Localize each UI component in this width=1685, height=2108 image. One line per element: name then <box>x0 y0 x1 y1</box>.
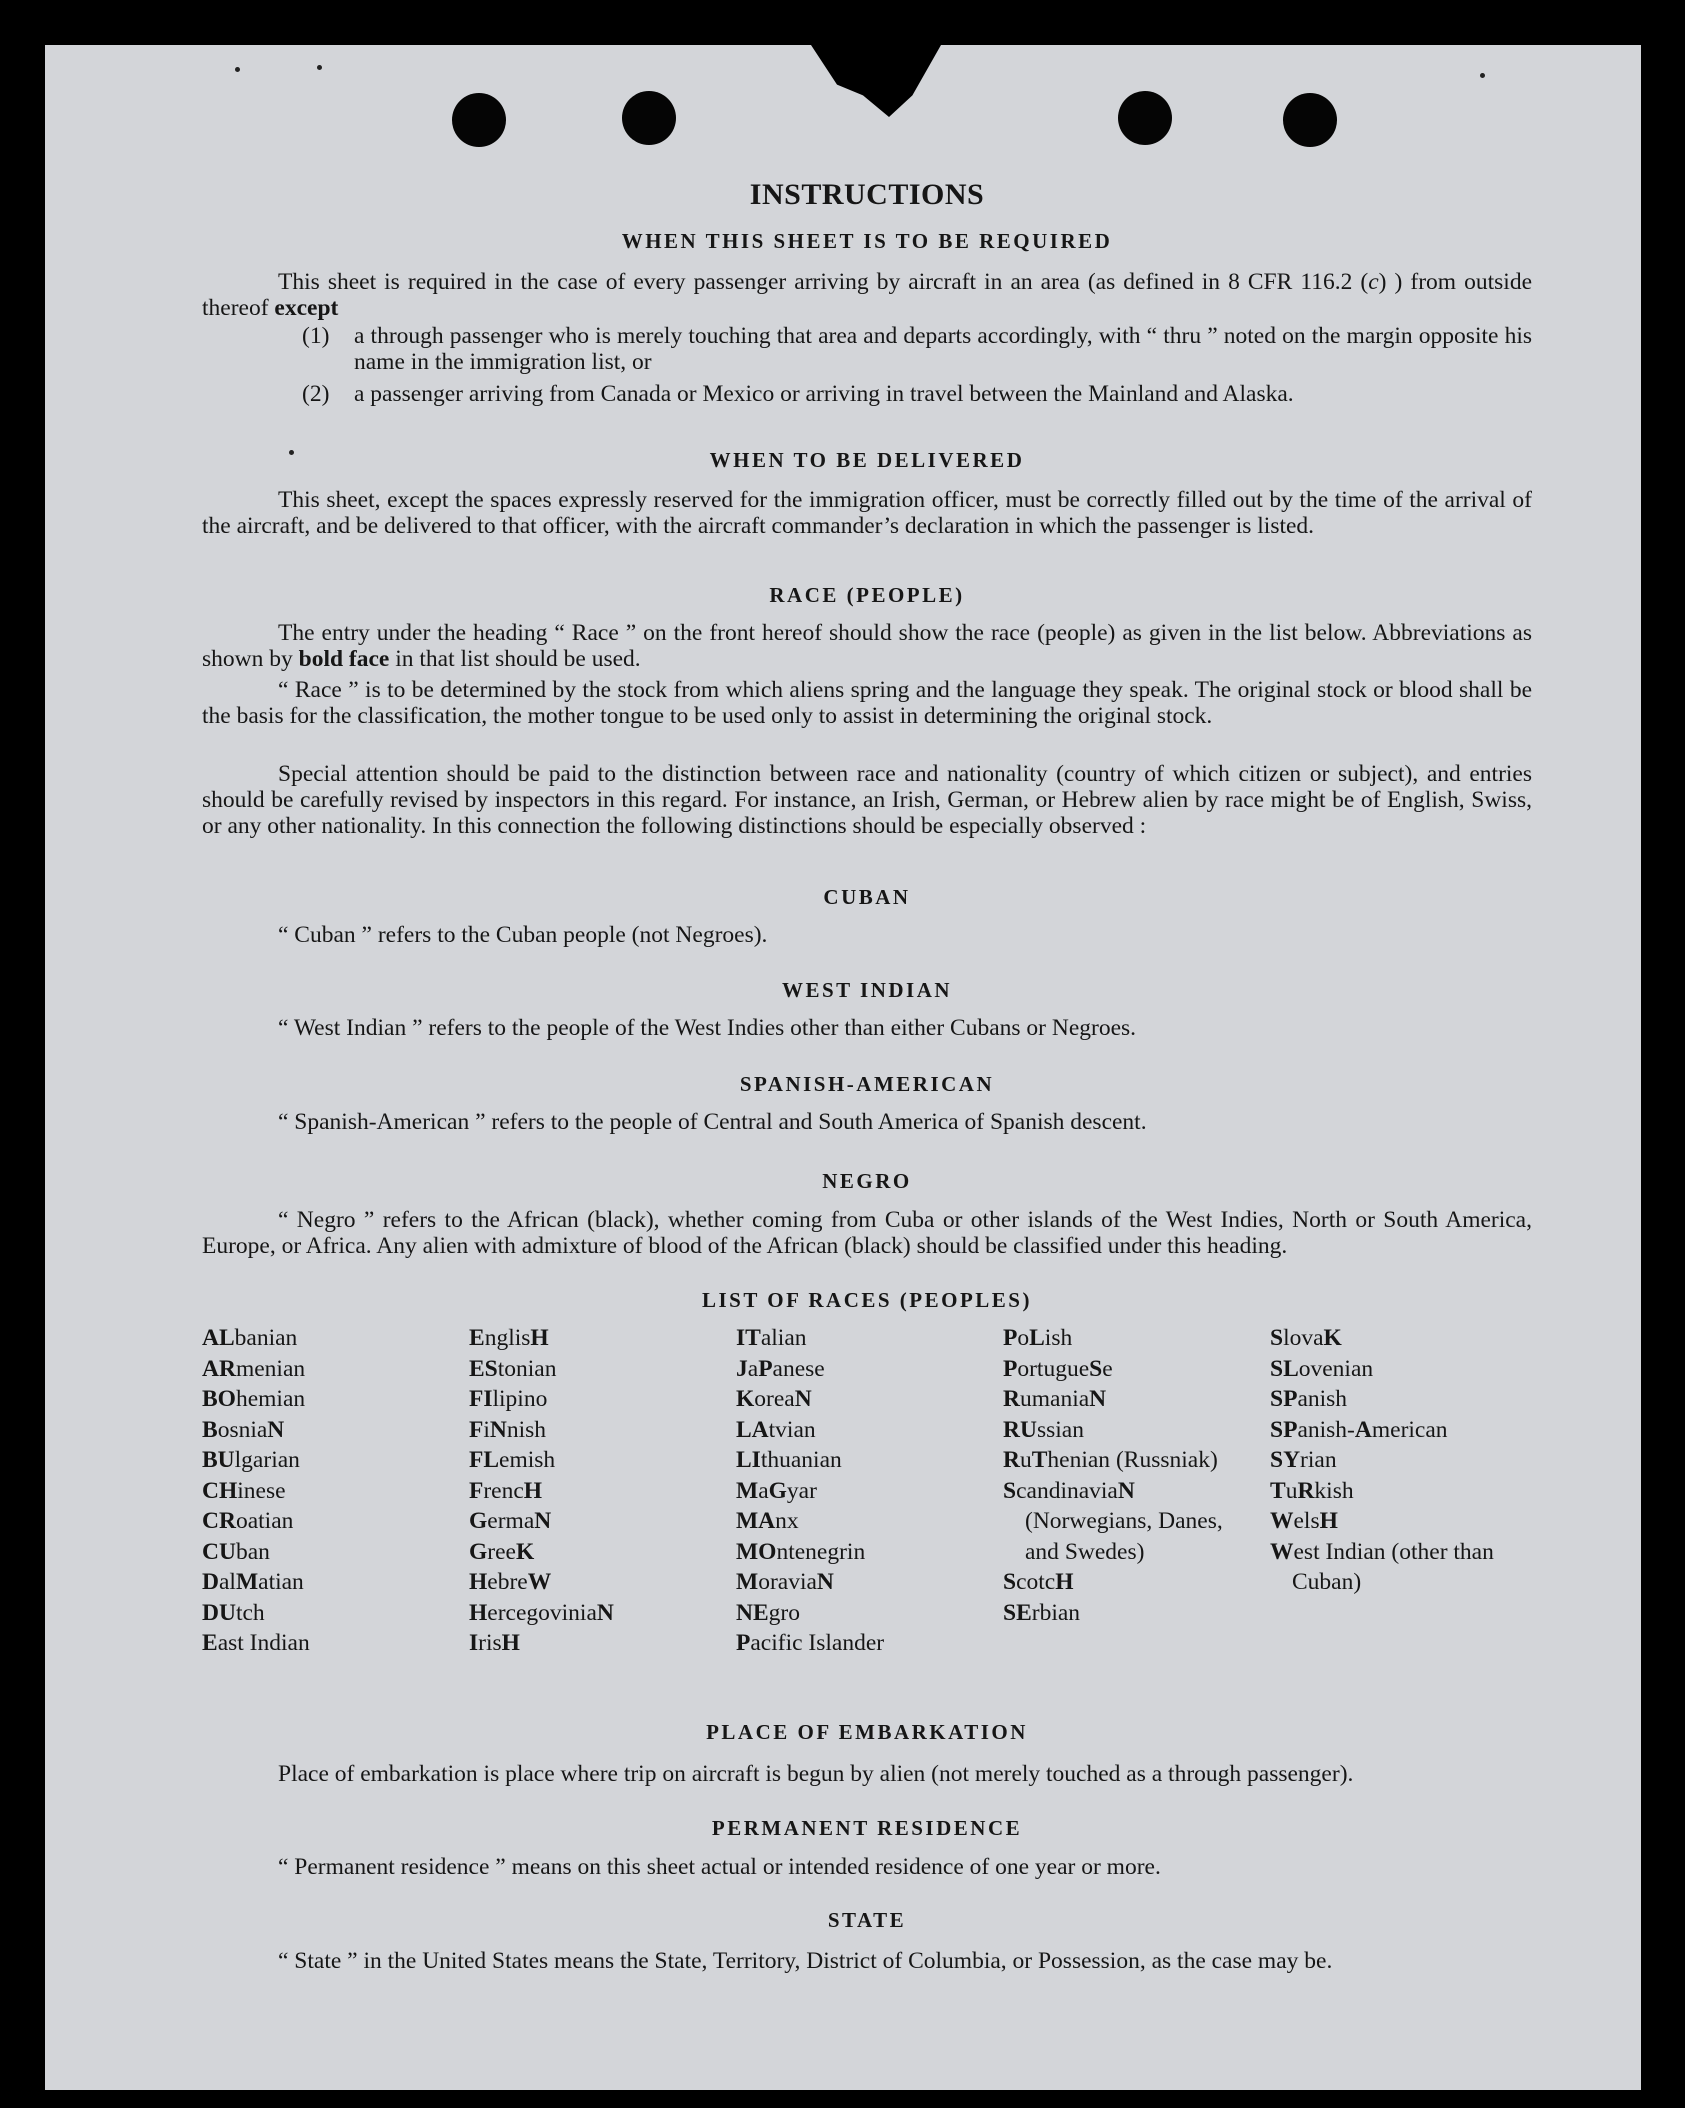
place-of-embarkation-text: Place of embarkation is place where trip on aircraft is begun by alien (not merely touched as a through passenger). <box>278 1761 1354 1787</box>
west-indian-text: “ West Indian ” refers to the people of the West Indies other than either Cubans or Negroes. <box>278 1015 1137 1041</box>
race-entry: RuThenian (Russniak) <box>1003 1447 1218 1473</box>
heading-when-required: WHEN THIS SHEET IS TO BE REQUIRED <box>621 229 1113 253</box>
race-entry: GreeK <box>469 1538 535 1565</box>
race-entry: FIlipino <box>469 1386 548 1412</box>
item-text: a through passenger who is merely touching that area and departs accordingly, with “ thru ” noted on the margin opposite his name in the immigration list, or <box>354 323 1532 375</box>
race-list-column-1 <box>202 1323 452 1659</box>
race-entry: ALbanian <box>202 1325 298 1351</box>
intro-text: This sheet is required in the case of every passenger arriving by aircraft in an area (as defined in 8 CFR 116.2 ( <box>278 269 1369 295</box>
race-entry: WelsH <box>1270 1508 1338 1534</box>
race-entry: FrencH <box>469 1477 543 1504</box>
page-title: INSTRUCTIONS <box>749 178 985 211</box>
race-entry: PortugueSe <box>1003 1355 1113 1382</box>
race-entry: EStonian <box>469 1355 557 1382</box>
intro-text-2: ) ) from outside thereof <box>202 269 1532 321</box>
race-entry: FLemish <box>469 1447 556 1473</box>
race-entry: BosniaN <box>202 1416 285 1443</box>
punch-hole <box>1283 93 1337 147</box>
heading-cuban: CUBAN <box>823 885 911 909</box>
intro-bold: except <box>274 295 339 321</box>
state-text: “ State ” in the United States means the State, Territory, District of Columbia, or Possession, as the case may be. <box>278 1948 1333 1974</box>
document-page <box>45 45 1641 2090</box>
race-entry: SErbian <box>1003 1599 1081 1626</box>
race-entry: SPanish <box>1270 1386 1348 1412</box>
race-entry: ARmenian <box>202 1355 306 1382</box>
heading-state: STATE <box>827 1908 907 1932</box>
item-text: a passenger arriving from Canada or Mexico or arriving in travel between the Mainland and Alaska. <box>354 381 1294 407</box>
race-entry: SYrian <box>1270 1447 1337 1473</box>
item-number: (2) <box>302 381 330 407</box>
negro-text: “ Negro ” refers to the African (black), whether coming from Cuba or other islands of the West Indies, North or South America, Europe, or Africa. Any alien with admixture of blood of the African (black) should be classified under this heading. <box>202 1207 1532 1259</box>
cuban-text: “ Cuban ” refers to the Cuban people (not Negroes). <box>278 922 768 948</box>
race-list-column-4 <box>1003 1323 1231 1628</box>
race-paragraph-1 <box>202 620 1532 672</box>
race-entry: East Indian <box>202 1630 310 1656</box>
race-paragraph-2: “ Race ” is to be determined by the stock from which aliens spring and the language they speak. The original stock or blood shall be the basis for the classification, the mother tongue to be used only to assist in determining the original stock. <box>202 677 1532 729</box>
race-entry: KoreaN <box>736 1386 812 1412</box>
spanish-american-text: “ Spanish-American ” refers to the people of Central and South America of Spanish descent. <box>278 1109 1147 1135</box>
race-entry: SlovaK <box>1270 1325 1342 1351</box>
race-list-column-3 <box>736 1323 986 1659</box>
race-list-column-5 <box>1270 1323 1532 1598</box>
race-entry: GermaN <box>469 1508 552 1534</box>
race-entry: MaGyar <box>736 1477 817 1504</box>
heading-race: RACE (PEOPLE) <box>769 583 965 607</box>
race-entry: RUssian <box>1003 1416 1084 1443</box>
race-entry: PoLish <box>1003 1325 1073 1351</box>
race-entry: West Indian (other than Cuban) <box>1270 1538 1494 1595</box>
race-p1-text-2: in that list should be used. <box>389 646 641 672</box>
heading-place-of-embarkation: PLACE OF EMBARKATION <box>706 1720 1028 1744</box>
exception-item-1 <box>302 323 1532 375</box>
race-entry: EnglisH <box>469 1325 549 1351</box>
punch-hole <box>1118 91 1172 145</box>
race-entry: IrisH <box>469 1630 520 1656</box>
paper-tear <box>811 45 941 117</box>
speck <box>235 67 240 72</box>
speck <box>1480 73 1485 78</box>
item-number: (1) <box>302 323 330 349</box>
exception-item-2 <box>302 381 1532 407</box>
heading-west-indian: WEST INDIAN <box>781 978 953 1002</box>
race-entry: TuRkish <box>1270 1477 1354 1504</box>
race-entry: CRoatian <box>202 1508 294 1534</box>
race-entry: LAtvian <box>736 1416 816 1443</box>
heading-spanish-american: SPANISH-AMERICAN <box>739 1072 995 1096</box>
race-entry: SPanish-American <box>1270 1416 1448 1443</box>
punch-hole <box>622 91 676 145</box>
race-entry: SLovenian <box>1270 1355 1374 1382</box>
race-entry: FiNnish <box>469 1416 547 1443</box>
speck <box>317 65 322 70</box>
race-entry: CHinese <box>202 1477 286 1504</box>
race-entry: DalMatian <box>202 1569 304 1595</box>
race-entry: MoraviaN <box>736 1569 834 1595</box>
race-entry: HebreW <box>469 1569 552 1595</box>
when-delivered-text: This sheet, except the spaces expressly reserved for the immigration officer, must be correctly filled out by the time of the arrival of the aircraft, and be delivered to that officer, with the aircraft commander’s declaration in which the passenger is listed. <box>202 487 1532 539</box>
race-entry: NEgro <box>736 1599 800 1626</box>
race-p1-text: The entry under the heading “ Race ” on the front hereof should show the race (people) as given in the list below. Abbreviations as shown by <box>202 620 1532 672</box>
race-list-column-2 <box>469 1323 719 1659</box>
race-entry: ITalian <box>736 1325 807 1351</box>
race-entry: BUlgarian <box>202 1447 300 1473</box>
punch-hole <box>452 93 506 147</box>
heading-negro: NEGRO <box>822 1169 912 1193</box>
heading-list-of-races: LIST OF RACES (PEOPLES) <box>702 1288 1032 1312</box>
race-entry: RumaniaN <box>1003 1386 1107 1412</box>
race-entry: ScandinaviaN (Norwegians, Danes, and Swedes) <box>1003 1477 1223 1565</box>
permanent-residence-text: “ Permanent residence ” means on this sheet actual or intended residence of one year or more. <box>278 1854 1161 1880</box>
when-required-intro <box>202 269 1532 321</box>
race-p1-bold: bold face <box>298 646 390 672</box>
race-entry: LIthuanian <box>736 1447 842 1473</box>
race-entry: MAnx <box>736 1508 799 1534</box>
race-entry: MOntenegrin <box>736 1538 866 1565</box>
heading-permanent-residence: PERMANENT RESIDENCE <box>711 1816 1023 1840</box>
race-entry: ScotcH <box>1003 1569 1074 1595</box>
race-entry: Pacific Islander <box>736 1630 885 1656</box>
heading-when-delivered: WHEN TO BE DELIVERED <box>709 448 1025 472</box>
race-paragraph-3: Special attention should be paid to the distinction between race and nationality (country of which citizen or subject), and entries should be carefully revised by inspectors in this regard. For instance, an Irish, German, or Hebrew alien by race might be of English, Swiss, or any other nationality. In this connection the following distinctions should be especially observed : <box>202 761 1532 839</box>
race-entry: BOhemian <box>202 1386 306 1412</box>
intro-italic: c <box>1368 269 1379 295</box>
race-entry: JaPanese <box>736 1355 825 1382</box>
race-entry: HercegoviniaN <box>469 1599 614 1626</box>
race-entry: CUban <box>202 1538 270 1565</box>
race-entry: DUtch <box>202 1599 265 1626</box>
